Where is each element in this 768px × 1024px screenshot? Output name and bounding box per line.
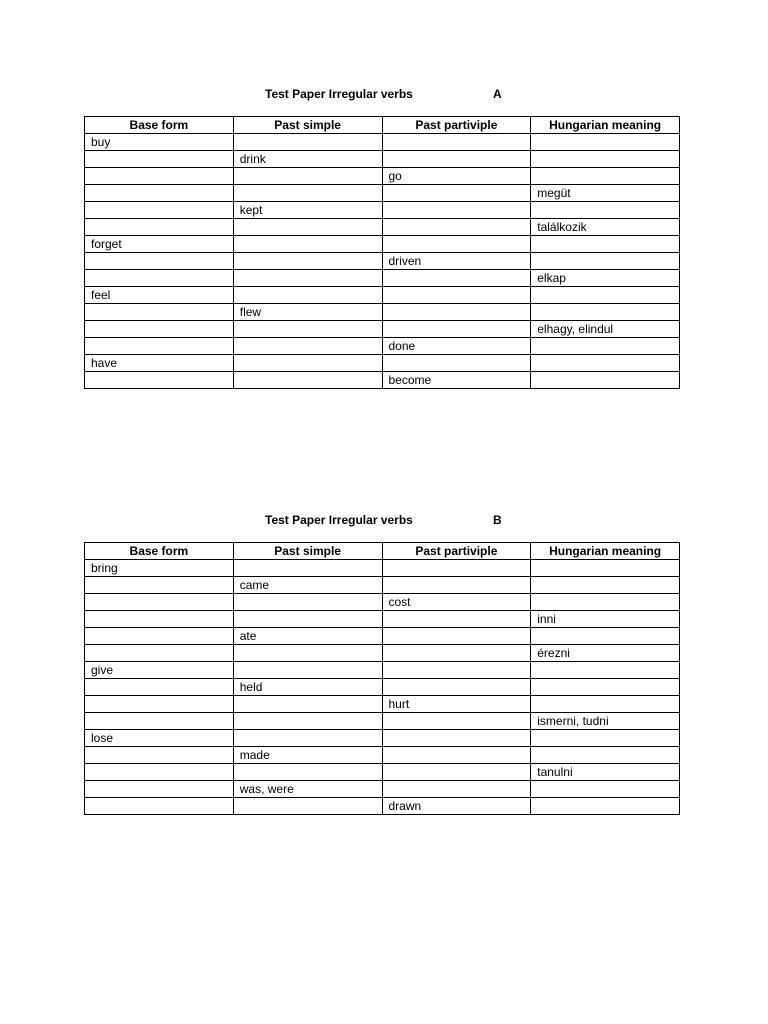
hungarian-meaning-cell bbox=[531, 253, 680, 270]
hungarian-meaning-cell: ismerni, tudni bbox=[531, 713, 680, 730]
past-participle-cell bbox=[382, 747, 531, 764]
past-simple-cell: was, were bbox=[233, 781, 382, 798]
past-participle-cell: done bbox=[382, 338, 531, 355]
base-form-cell bbox=[85, 696, 234, 713]
base-form-cell: buy bbox=[85, 134, 234, 151]
base-form-cell bbox=[85, 594, 234, 611]
table-row bbox=[85, 560, 680, 577]
past-participle-cell bbox=[382, 628, 531, 645]
base-form-cell: bring bbox=[85, 560, 234, 577]
past-simple-cell: ate bbox=[233, 628, 382, 645]
past-simple-cell bbox=[233, 645, 382, 662]
test-title-line bbox=[84, 86, 680, 106]
base-form-cell bbox=[85, 781, 234, 798]
test-paper-a bbox=[84, 86, 680, 389]
table-row bbox=[85, 730, 680, 747]
past-simple-cell bbox=[233, 713, 382, 730]
table-row bbox=[85, 764, 680, 781]
table-row bbox=[85, 679, 680, 696]
past-participle-cell bbox=[382, 321, 531, 338]
hungarian-meaning-cell bbox=[531, 747, 680, 764]
hungarian-meaning-cell: érezni bbox=[531, 645, 680, 662]
table-row bbox=[85, 270, 680, 287]
table-row bbox=[85, 168, 680, 185]
base-form-cell bbox=[85, 321, 234, 338]
past-participle-cell bbox=[382, 219, 531, 236]
table-row bbox=[85, 236, 680, 253]
verb-table-a bbox=[84, 116, 680, 389]
table-row bbox=[85, 781, 680, 798]
hungarian-meaning-cell bbox=[531, 134, 680, 151]
hungarian-meaning-cell: találkozik bbox=[531, 219, 680, 236]
table-row bbox=[85, 202, 680, 219]
past-simple-cell: flew bbox=[233, 304, 382, 321]
past-participle-cell: driven bbox=[382, 253, 531, 270]
header-past-participle: Past partiviple bbox=[382, 543, 531, 560]
past-simple-cell bbox=[233, 185, 382, 202]
header-past-simple: Past simple bbox=[233, 117, 382, 134]
header-hungarian-meaning: Hungarian meaning bbox=[531, 117, 680, 134]
past-simple-cell bbox=[233, 560, 382, 577]
past-simple-cell bbox=[233, 355, 382, 372]
past-simple-cell: drink bbox=[233, 151, 382, 168]
past-simple-cell bbox=[233, 134, 382, 151]
hungarian-meaning-cell bbox=[531, 338, 680, 355]
past-participle-cell: go bbox=[382, 168, 531, 185]
hungarian-meaning-cell bbox=[531, 594, 680, 611]
past-participle-cell bbox=[382, 270, 531, 287]
table-row bbox=[85, 185, 680, 202]
past-participle-cell bbox=[382, 713, 531, 730]
table-row bbox=[85, 747, 680, 764]
header-past-participle: Past partiviple bbox=[382, 117, 531, 134]
base-form-cell bbox=[85, 611, 234, 628]
past-simple-cell: held bbox=[233, 679, 382, 696]
past-participle-cell bbox=[382, 781, 531, 798]
hungarian-meaning-cell bbox=[531, 168, 680, 185]
hungarian-meaning-cell bbox=[531, 679, 680, 696]
past-participle-cell bbox=[382, 236, 531, 253]
past-simple-cell bbox=[233, 594, 382, 611]
hungarian-meaning-cell bbox=[531, 287, 680, 304]
header-past-simple: Past simple bbox=[233, 543, 382, 560]
past-participle-cell bbox=[382, 764, 531, 781]
hungarian-meaning-cell: megüt bbox=[531, 185, 680, 202]
past-simple-cell bbox=[233, 219, 382, 236]
past-simple-cell: kept bbox=[233, 202, 382, 219]
hungarian-meaning-cell: elkap bbox=[531, 270, 680, 287]
table-row bbox=[85, 321, 680, 338]
base-form-cell bbox=[85, 202, 234, 219]
base-form-cell bbox=[85, 219, 234, 236]
table-row bbox=[85, 594, 680, 611]
base-form-cell bbox=[85, 577, 234, 594]
base-form-cell bbox=[85, 372, 234, 389]
test-title: Test Paper Irregular verbs bbox=[265, 513, 413, 527]
base-form-cell bbox=[85, 338, 234, 355]
table-header-row bbox=[85, 543, 680, 560]
base-form-cell bbox=[85, 764, 234, 781]
past-simple-cell bbox=[233, 270, 382, 287]
hungarian-meaning-cell bbox=[531, 798, 680, 815]
past-simple-cell bbox=[233, 611, 382, 628]
hungarian-meaning-cell bbox=[531, 696, 680, 713]
past-participle-cell: become bbox=[382, 372, 531, 389]
base-form-cell bbox=[85, 798, 234, 815]
base-form-cell bbox=[85, 270, 234, 287]
past-simple-cell bbox=[233, 321, 382, 338]
hungarian-meaning-cell bbox=[531, 577, 680, 594]
test-variant-label: A bbox=[493, 87, 502, 101]
past-participle-cell: drawn bbox=[382, 798, 531, 815]
test-title-line bbox=[84, 512, 680, 532]
hungarian-meaning-cell bbox=[531, 628, 680, 645]
base-form-cell: lose bbox=[85, 730, 234, 747]
past-simple-cell: came bbox=[233, 577, 382, 594]
base-form-cell: have bbox=[85, 355, 234, 372]
past-participle-cell bbox=[382, 560, 531, 577]
table-row bbox=[85, 219, 680, 236]
past-participle-cell bbox=[382, 185, 531, 202]
hungarian-meaning-cell: elhagy, elindul bbox=[531, 321, 680, 338]
table-row bbox=[85, 372, 680, 389]
table-row bbox=[85, 798, 680, 815]
past-participle-cell bbox=[382, 662, 531, 679]
verb-table-b bbox=[84, 542, 680, 815]
header-base-form: Base form bbox=[85, 543, 234, 560]
base-form-cell: feel bbox=[85, 287, 234, 304]
hungarian-meaning-cell bbox=[531, 236, 680, 253]
base-form-cell bbox=[85, 151, 234, 168]
header-base-form: Base form bbox=[85, 117, 234, 134]
past-simple-cell bbox=[233, 287, 382, 304]
past-participle-cell bbox=[382, 645, 531, 662]
hungarian-meaning-cell bbox=[531, 560, 680, 577]
base-form-cell bbox=[85, 645, 234, 662]
past-simple-cell bbox=[233, 168, 382, 185]
hungarian-meaning-cell: tanulni bbox=[531, 764, 680, 781]
table-header-row bbox=[85, 117, 680, 134]
past-simple-cell bbox=[233, 236, 382, 253]
past-participle-cell bbox=[382, 355, 531, 372]
past-simple-cell bbox=[233, 696, 382, 713]
base-form-cell bbox=[85, 628, 234, 645]
base-form-cell: give bbox=[85, 662, 234, 679]
past-simple-cell bbox=[233, 372, 382, 389]
table-row bbox=[85, 287, 680, 304]
base-form-cell bbox=[85, 679, 234, 696]
past-participle-cell bbox=[382, 287, 531, 304]
past-participle-cell: cost bbox=[382, 594, 531, 611]
past-participle-cell bbox=[382, 151, 531, 168]
past-simple-cell bbox=[233, 662, 382, 679]
base-form-cell: forget bbox=[85, 236, 234, 253]
hungarian-meaning-cell bbox=[531, 781, 680, 798]
past-participle-cell: hurt bbox=[382, 696, 531, 713]
table-row bbox=[85, 134, 680, 151]
past-simple-cell: made bbox=[233, 747, 382, 764]
hungarian-meaning-cell bbox=[531, 662, 680, 679]
table-row bbox=[85, 355, 680, 372]
past-participle-cell bbox=[382, 730, 531, 747]
test-paper-b bbox=[84, 512, 680, 815]
test-title: Test Paper Irregular verbs bbox=[265, 87, 413, 101]
past-simple-cell bbox=[233, 798, 382, 815]
past-simple-cell bbox=[233, 338, 382, 355]
hungarian-meaning-cell: inni bbox=[531, 611, 680, 628]
past-participle-cell bbox=[382, 304, 531, 321]
header-hungarian-meaning: Hungarian meaning bbox=[531, 543, 680, 560]
past-simple-cell bbox=[233, 730, 382, 747]
table-row bbox=[85, 611, 680, 628]
hungarian-meaning-cell bbox=[531, 151, 680, 168]
past-participle-cell bbox=[382, 134, 531, 151]
table-row bbox=[85, 577, 680, 594]
table-row bbox=[85, 662, 680, 679]
hungarian-meaning-cell bbox=[531, 304, 680, 321]
table-row bbox=[85, 338, 680, 355]
base-form-cell bbox=[85, 304, 234, 321]
past-participle-cell bbox=[382, 577, 531, 594]
base-form-cell bbox=[85, 185, 234, 202]
base-form-cell bbox=[85, 747, 234, 764]
base-form-cell bbox=[85, 253, 234, 270]
test-variant-label: B bbox=[493, 513, 502, 527]
past-simple-cell bbox=[233, 764, 382, 781]
table-row bbox=[85, 304, 680, 321]
table-row bbox=[85, 253, 680, 270]
hungarian-meaning-cell bbox=[531, 202, 680, 219]
hungarian-meaning-cell bbox=[531, 730, 680, 747]
table-row bbox=[85, 151, 680, 168]
table-row bbox=[85, 645, 680, 662]
base-form-cell bbox=[85, 713, 234, 730]
past-participle-cell bbox=[382, 679, 531, 696]
base-form-cell bbox=[85, 168, 234, 185]
past-participle-cell bbox=[382, 611, 531, 628]
hungarian-meaning-cell bbox=[531, 372, 680, 389]
table-row bbox=[85, 696, 680, 713]
table-row bbox=[85, 713, 680, 730]
hungarian-meaning-cell bbox=[531, 355, 680, 372]
table-row bbox=[85, 628, 680, 645]
past-simple-cell bbox=[233, 253, 382, 270]
past-participle-cell bbox=[382, 202, 531, 219]
